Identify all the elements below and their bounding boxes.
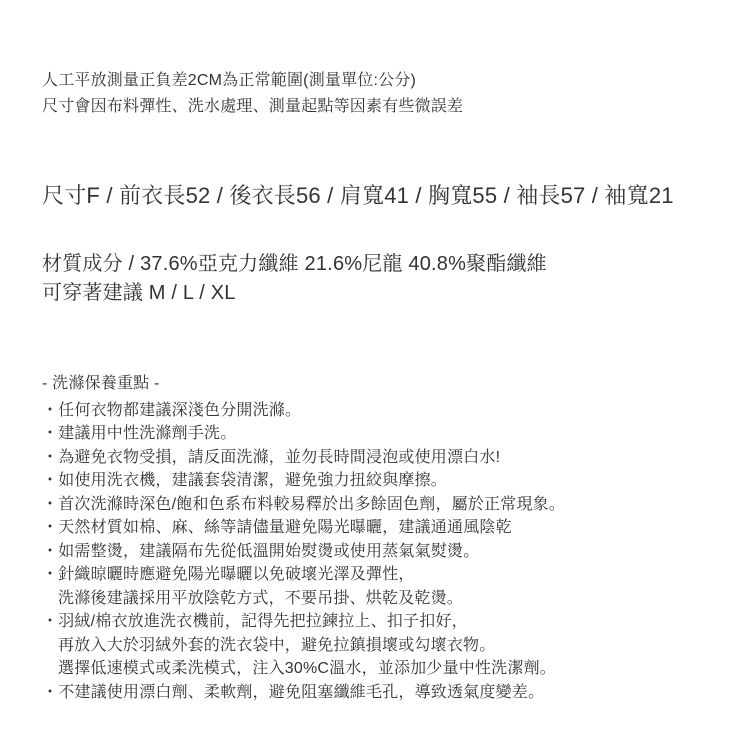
care-title: - 洗滌保養重點 - (42, 375, 160, 392)
care-line: ・為避免衣物受損，請反面洗滌，並勿長時間浸泡或使用漂白水! (42, 448, 501, 466)
size-spec-line: 尺寸F / 前衣長52 / 後衣長56 / 肩寬41 / 胸寬55 / 袖長57 / 袖寬21 (42, 183, 674, 208)
measurement-notice-line1: 人工平放測量正負差2CM為正常範圍(測量單位:公分) (42, 72, 417, 89)
care-line: ・如使用洗衣機，建議套袋清潔，避免強力扭絞與摩擦。 (42, 472, 448, 489)
material-block (42, 250, 710, 308)
care-line-continuation: 選擇低速模式或柔洗模式，注入30%C溫水，並添加少量中性洗潔劑。 (58, 660, 556, 677)
material-composition: 材質成分 / 37.6%亞克力纖維 21.6%尼龍 40.8%聚酯纖維 (42, 253, 547, 275)
care-line-continuation: 洗滌後建議採用平放陰乾方式，不要吊掛、烘乾及乾燙。 (58, 589, 464, 607)
wear-suggestion: 可穿著建議 M / L / XL (42, 282, 236, 304)
care-line: ・如需整燙，建議隔布先從低溫開始熨燙或使用蒸氣氣熨燙。 (42, 542, 480, 560)
care-instructions (42, 372, 710, 704)
care-line: ・天然材質如棉、麻、絲等請儘量避免陽光曝曬，建議通通風陰乾 (42, 519, 512, 536)
care-line: ・建議用中性洗滌劑手洗。 (42, 425, 237, 442)
care-line-continuation: 再放入大於羽絨外套的洗衣袋中，避免拉鎮損壞或勾壞衣物。 (58, 636, 496, 654)
care-line: ・不建議使用漂白劑、柔軟劑，避免阻塞纖維毛孔，導致透氣度變差。 (42, 683, 545, 701)
care-line: ・首次洗滌時深色/飽和色系布料較易釋於出多餘固色劑，屬於正常現象。 (42, 495, 566, 513)
measurement-notice (42, 68, 710, 120)
care-line: ・羽絨/棉衣放進洗衣機前，記得先把拉鍊拉上、扣子扣好， (42, 613, 468, 630)
care-line: ・任何衣物都建議深淺色分開洗滌。 (42, 401, 302, 419)
measurement-notice-line2: 尺寸會因布料彈性、洗水處理、測量起點等因素有些微誤差 (42, 98, 464, 115)
care-line: ・針織晾曬時應避免陽光曝曬以免破壞光澤及彈性， (42, 566, 415, 583)
